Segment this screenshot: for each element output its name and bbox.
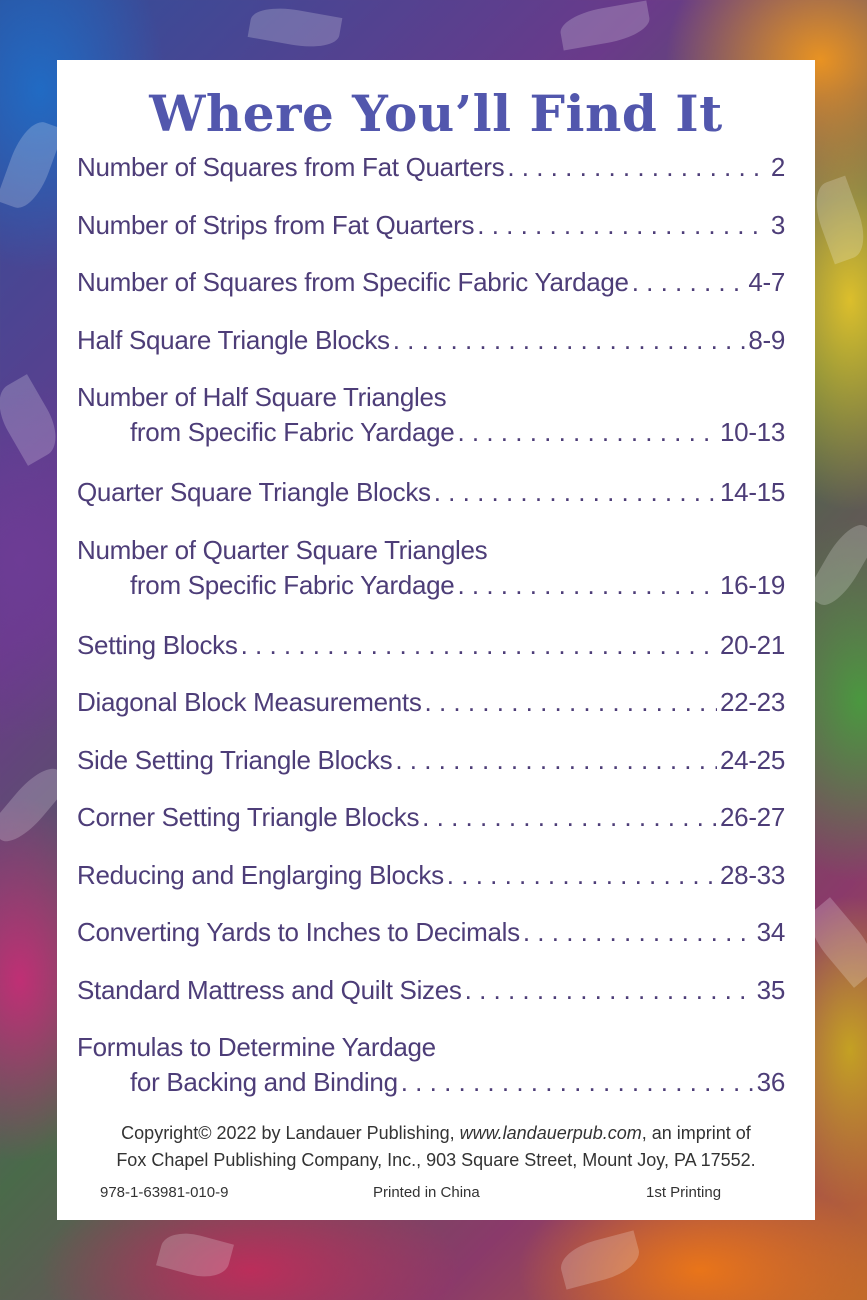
copyright-text-suffix: , an imprint of [641,1123,751,1143]
copyright-notice [57,1120,815,1174]
copyright-text: Copyright© 2022 by Landauer Publishing, [121,1123,460,1143]
toc-entry [77,852,785,910]
toc-page: 20-21 [720,629,785,660]
toc-page: 10-13 [720,417,785,447]
toc-page: 3 [770,209,785,240]
printing-edition: 1st Printing [646,1184,722,1201]
leader-dots [477,210,768,241]
toc-entry [77,1024,785,1119]
toc-entry [77,622,785,680]
toc-page: 2 [770,152,785,182]
leader-dots [395,745,717,776]
toc-label: Half Square Triangle Blocks [77,324,390,355]
copyright-line-2: Fox Chapel Publishing Company, Inc., 903 Square Street, Mount Joy, PA 17552. [116,1150,756,1170]
toc-page: 26-27 [720,802,785,832]
toc-page: 35 [756,974,785,1005]
toc-label: Setting Blocks [77,629,238,660]
toc-entry [77,794,785,852]
copyright-line-1 [57,1120,815,1147]
page-title: Where You’ll Find It [149,84,723,143]
toc-entry [77,679,785,737]
toc-page: 16-19 [720,569,785,600]
toc-label: Corner Setting Triangle Blocks [77,802,420,832]
toc-label: Side Setting Triangle Blocks [77,744,393,775]
leader-dots [457,570,717,601]
leader-dots [447,860,717,891]
toc-label: Diagonal Block Measurements [77,687,422,717]
toc-page: 36 [756,1067,785,1097]
leader-dots [393,325,746,356]
toc-label: Number of Half Square Triangles [77,382,447,412]
toc-page: 8-9 [748,324,785,355]
toc-page: 22-23 [720,687,785,717]
toc-page: 28-33 [720,859,785,890]
toc-entry [77,469,785,527]
leader-dots [422,802,717,833]
leader-dots [465,975,754,1006]
toc-entry [77,374,785,469]
leader-dots [507,152,768,183]
toc-entry [77,967,785,1025]
toc-page: 24-25 [720,744,785,775]
printed-in: Printed in China [373,1184,480,1201]
toc-label: Number of Squares from Specific Fabric Yardage [77,267,629,297]
leader-dots [632,267,746,298]
toc-entry [77,144,785,202]
contents-panel [57,60,815,1220]
toc-label: Number of Strips from Fat Quarters [77,209,475,240]
leader-dots [425,687,717,718]
toc-label-continued: from Specific Fabric Yardage [130,417,455,447]
leader-dots [401,1067,754,1098]
table-of-contents [77,144,785,1119]
toc-entry [77,259,785,317]
leader-dots [241,630,717,661]
leader-dots [523,917,754,948]
toc-entry [77,909,785,967]
toc-label-continued: for Backing and Binding [130,1067,398,1097]
toc-label: Quarter Square Triangle Blocks [77,477,431,507]
toc-label: Standard Mattress and Quilt Sizes [77,974,462,1005]
toc-page: 34 [756,917,785,947]
toc-page: 4-7 [748,267,785,297]
toc-entry [77,527,785,622]
toc-entry [77,737,785,795]
leader-dots [434,477,717,508]
toc-label: Number of Quarter Square Triangles [77,534,488,565]
toc-label: Converting Yards to Inches to Decimals [77,917,520,947]
leader-dots [457,417,717,448]
toc-label: Formulas to Determine Yardage [77,1032,436,1062]
website-link: www.landauerpub.com [459,1123,642,1143]
isbn: 978-1-63981-010-9 [100,1184,229,1201]
toc-page: 14-15 [720,477,785,507]
toc-label: Reducing and Englarging Blocks [77,859,444,890]
toc-entry [77,317,785,375]
toc-entry [77,202,785,260]
toc-label: Number of Squares from Fat Quarters [77,152,505,182]
toc-label-continued: from Specific Fabric Yardage [130,569,455,600]
